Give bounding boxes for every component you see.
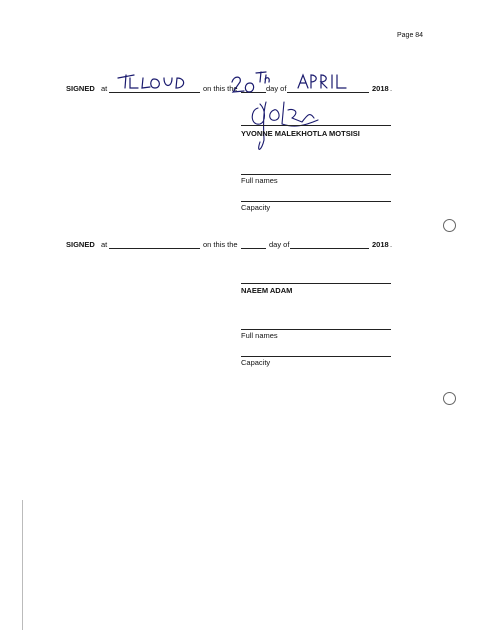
capacity-line-1 bbox=[241, 201, 391, 202]
day-of-label: day of bbox=[269, 240, 290, 249]
signed-label: SIGNED bbox=[66, 84, 95, 93]
capacity-label-2: Capacity bbox=[241, 358, 271, 367]
full-names-label-1: Full names bbox=[241, 176, 278, 185]
handwritten-place bbox=[116, 70, 186, 97]
year-label: 2018 bbox=[372, 84, 389, 93]
year-label: 2018 bbox=[372, 240, 389, 249]
punch-hole-icon bbox=[443, 392, 456, 405]
signature-line-2 bbox=[241, 283, 391, 284]
at-label: at bbox=[101, 240, 108, 249]
page-number: Page 84 bbox=[397, 32, 424, 39]
capacity-label-1: Capacity bbox=[241, 203, 271, 212]
capacity-line-2 bbox=[241, 356, 391, 357]
month-line bbox=[290, 248, 369, 249]
full-names-line-2 bbox=[241, 329, 391, 330]
on-this-the-label: on this the bbox=[203, 84, 238, 93]
signature-line-1 bbox=[241, 125, 391, 126]
day-line bbox=[241, 248, 266, 249]
at-label: at bbox=[101, 84, 108, 93]
full-names-line-1 bbox=[241, 174, 391, 175]
signatory-name-1: YVONNE MALEKHOTLA MOTSISI bbox=[241, 129, 360, 138]
on-this-the-label: on this the bbox=[203, 240, 238, 249]
punch-hole-icon bbox=[443, 219, 456, 232]
handwritten-month bbox=[296, 72, 356, 97]
year-period: . bbox=[390, 240, 393, 249]
year-period: . bbox=[390, 84, 393, 93]
signatory-name-2: NAEEM ADAM bbox=[241, 286, 293, 295]
full-names-label-2: Full names bbox=[241, 331, 278, 340]
day-of-label: day of bbox=[266, 84, 287, 93]
scan-margin-line bbox=[22, 500, 23, 630]
signed-label: SIGNED bbox=[66, 240, 95, 249]
place-line bbox=[109, 248, 200, 249]
